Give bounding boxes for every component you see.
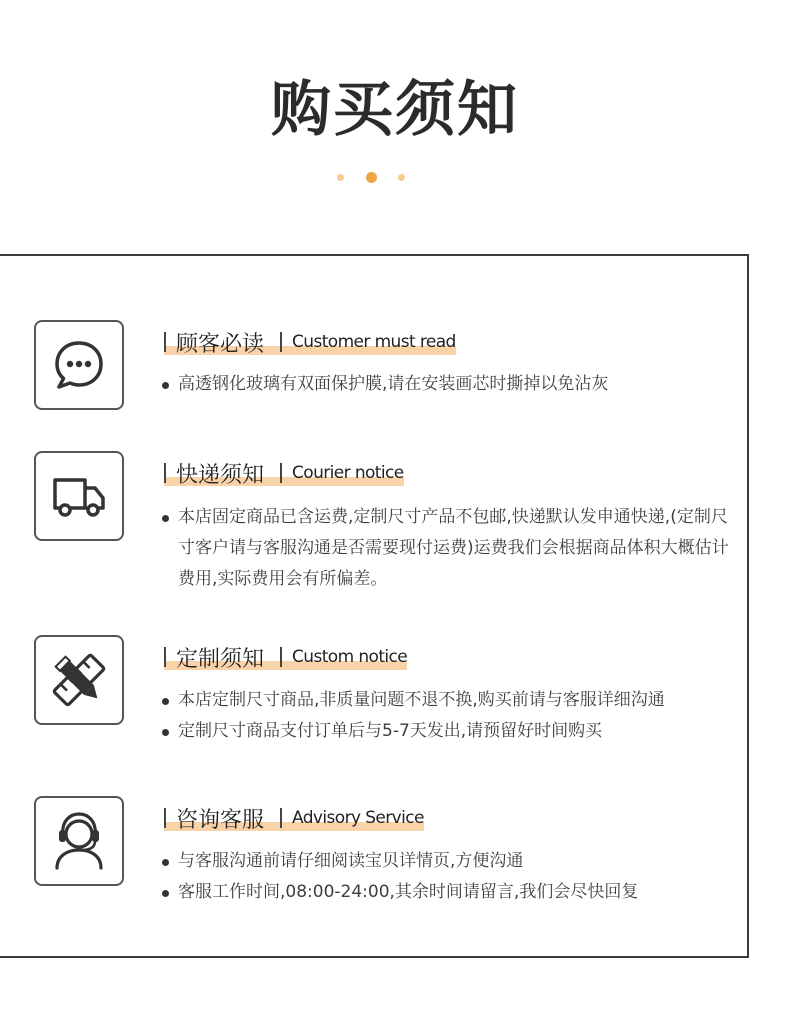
decorative-dots — [0, 170, 790, 184]
list-item: 本店固定商品已含运费,定制尺寸产品不包邮,快递默认发申通快递,(定制尺寸客户请与客服沟通是否需要现付运费)运费我们会根据商品体积大概估计费用,实际费用会有所偏差。 — [160, 502, 730, 595]
heading-zh: 顾客必读 — [176, 331, 265, 357]
section-heading-custom — [164, 642, 407, 672]
heading-divider — [280, 808, 282, 828]
delivery-truck-icon — [34, 451, 124, 541]
dot-small-left — [337, 174, 344, 181]
heading-zh: 快递须知 — [176, 462, 265, 488]
dot-large-center — [366, 172, 377, 183]
headset-agent-icon — [34, 796, 124, 886]
heading-en: Courier notice — [292, 463, 404, 483]
heading-divider — [164, 332, 166, 352]
section-heading-customer — [164, 327, 456, 357]
heading-en: Advisory Service — [292, 808, 424, 828]
pencil-ruler-icon — [34, 635, 124, 725]
heading-divider — [164, 808, 166, 828]
heading-en: Custom notice — [292, 647, 408, 667]
heading-zh: 咨询客服 — [176, 807, 265, 833]
bullet-list-customer — [160, 369, 740, 400]
heading-divider — [280, 463, 282, 483]
bullet-list-courier — [160, 502, 730, 595]
bullet-list-advisory — [160, 846, 740, 908]
section-heading-courier — [164, 458, 404, 488]
chat-bubble-icon — [34, 320, 124, 410]
list-item: 本店定制尺寸商品,非质量问题不退不换,购买前请与客服详细沟通 — [160, 685, 740, 716]
heading-divider — [164, 647, 166, 667]
heading-zh: 定制须知 — [176, 646, 265, 672]
bullet-list-custom — [160, 685, 740, 747]
heading-en: Customer must read — [292, 332, 456, 352]
heading-divider — [164, 463, 166, 483]
list-item: 定制尺寸商品支付订单后与5-7天发出,请预留好时间购买 — [160, 716, 740, 747]
page-title: 购买须知 — [271, 75, 519, 145]
section-heading-advisory — [164, 803, 424, 833]
heading-divider — [280, 647, 282, 667]
list-item: 与客服沟通前请仔细阅读宝贝详情页,方便沟通 — [160, 846, 740, 877]
dot-small-right — [398, 174, 405, 181]
list-item: 高透钢化玻璃有双面保护膜,请在安装画芯时撕掉以免沾灰 — [160, 369, 740, 400]
list-item: 客服工作时间,08:00-24:00,其余时间请留言,我们会尽快回复 — [160, 877, 740, 908]
heading-divider — [280, 332, 282, 352]
